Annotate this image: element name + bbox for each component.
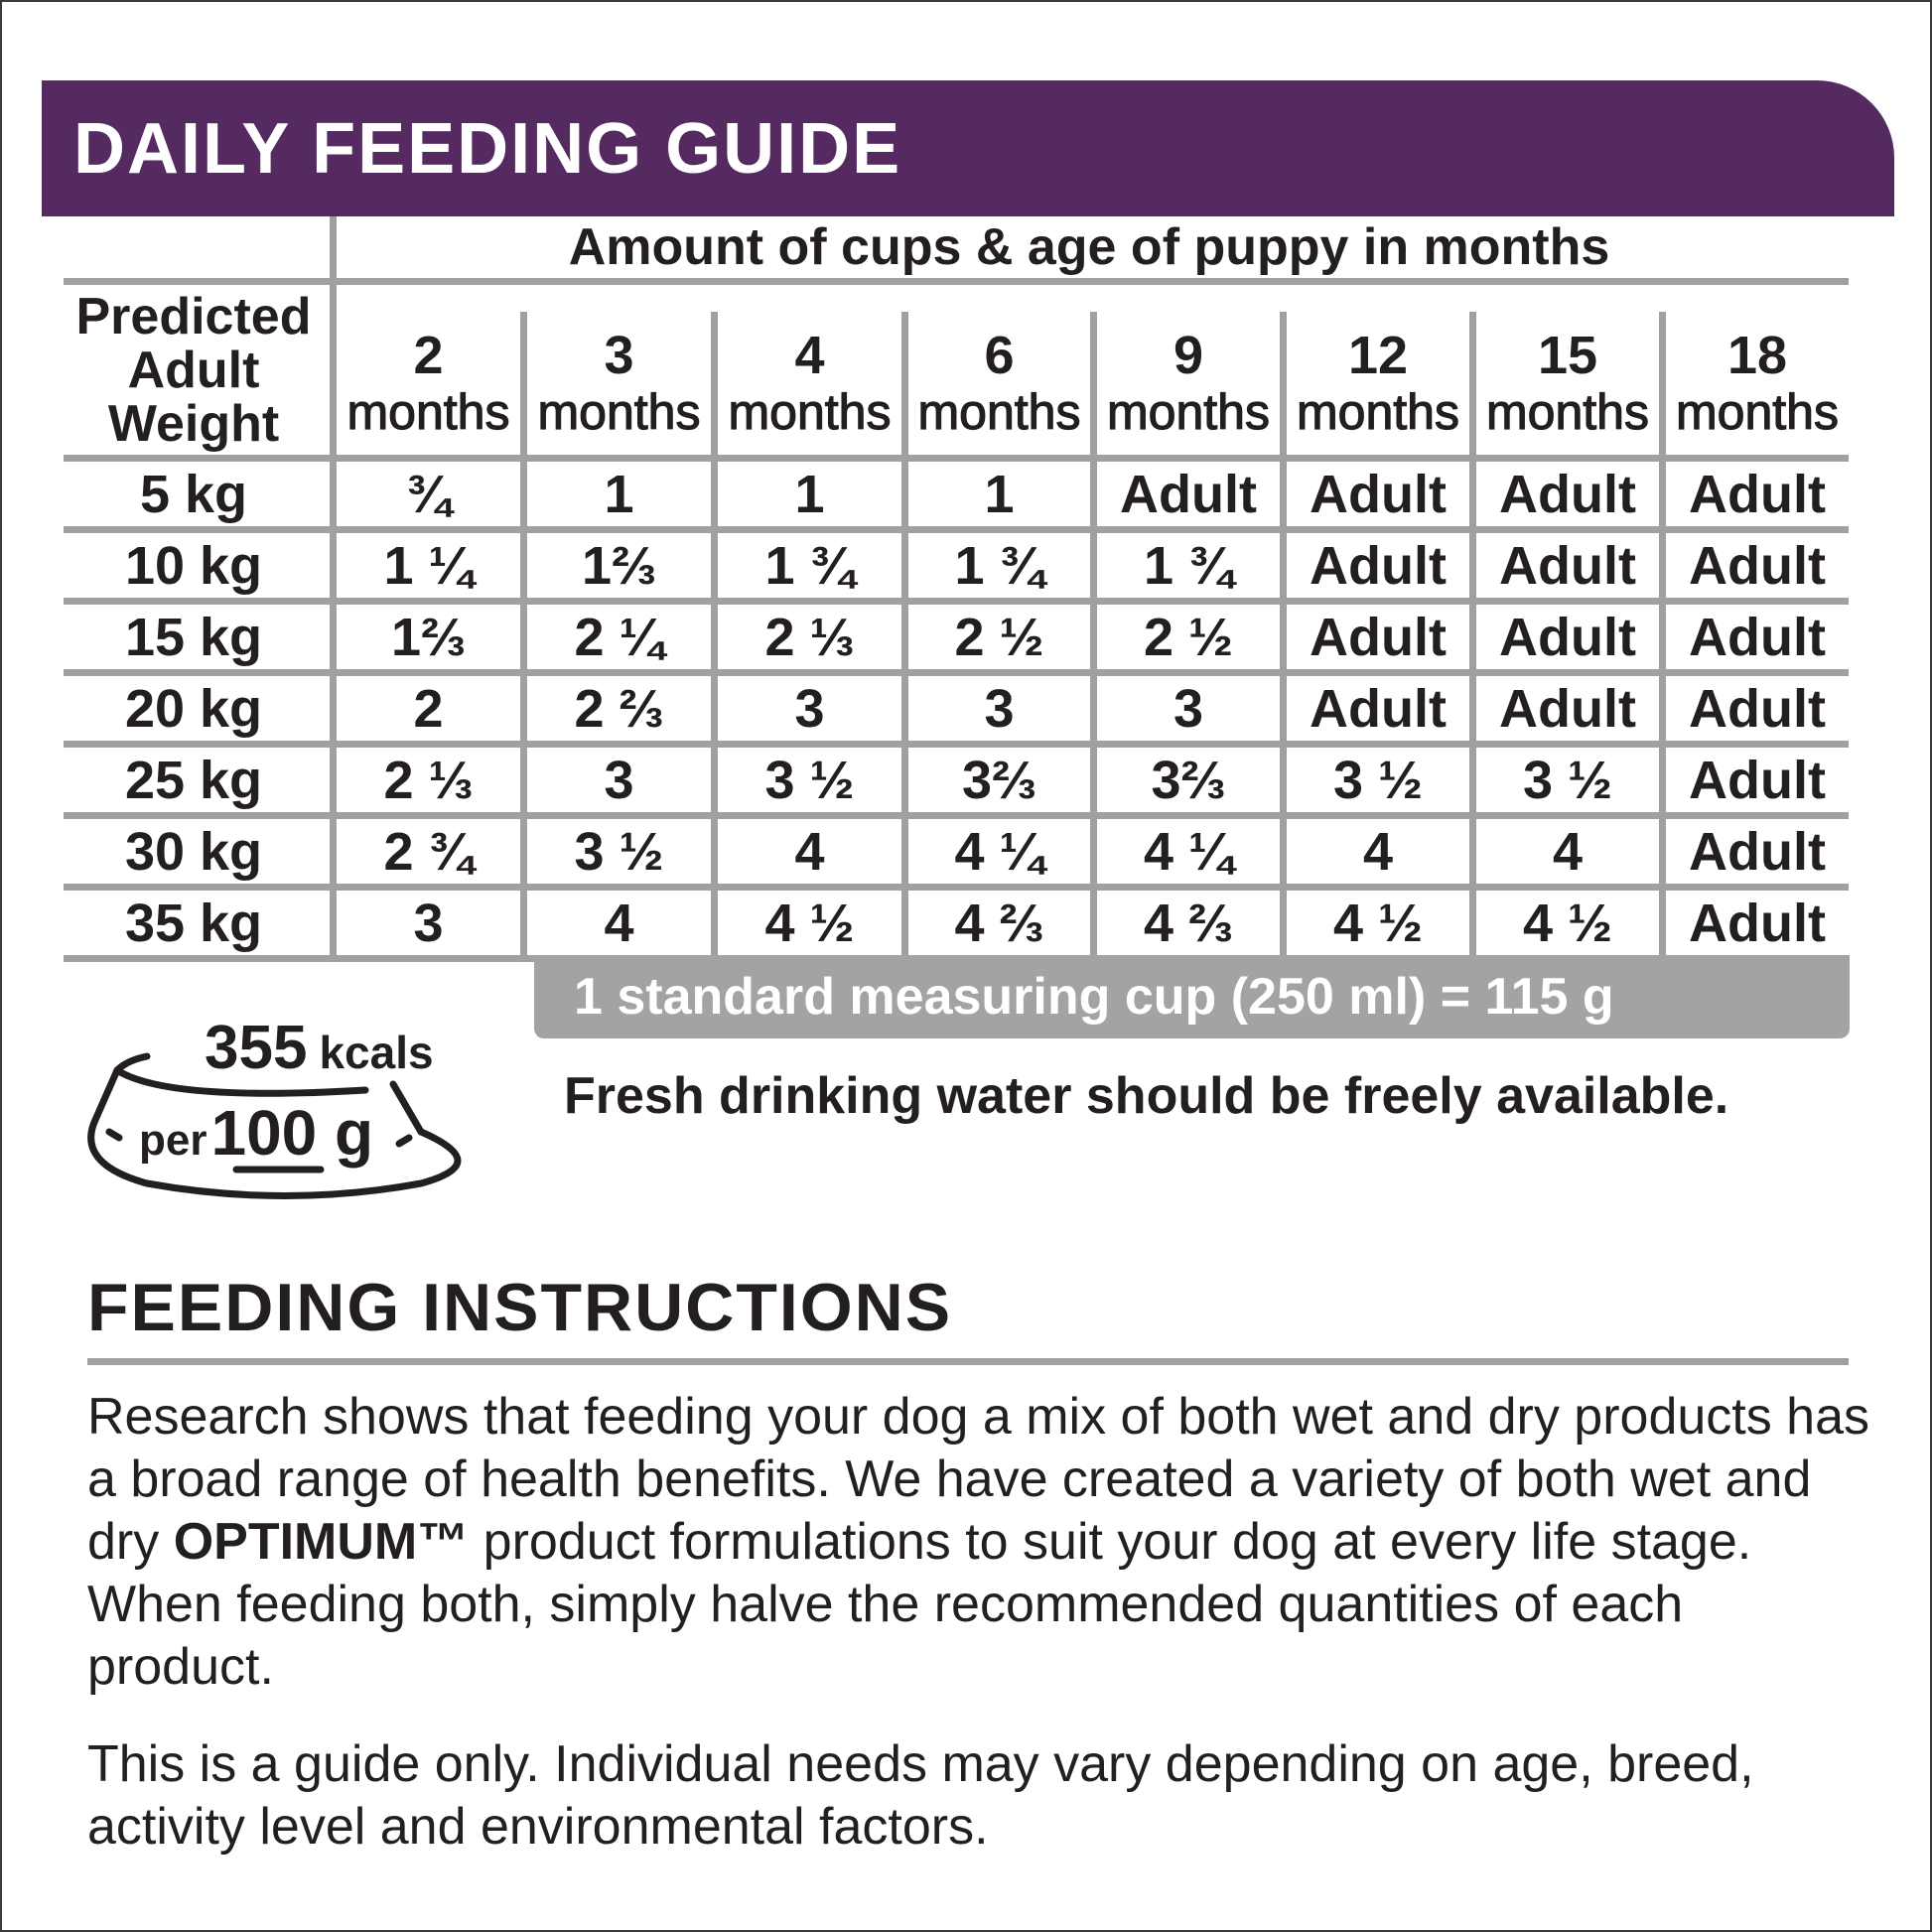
weight-cell: 15 kg [124,607,263,667]
grid-line [64,669,1849,676]
age-unit: months [1297,384,1459,440]
cups-cell: 4 [1362,821,1394,882]
table-row [64,748,1849,812]
age-number: 4 [794,326,825,385]
instructions-paragraph-2: This is a guide only. Individual needs may vary depending on age, breed, activity level and environmental factors. [87,1735,1754,1856]
cups-cell: 3⅔ [1151,750,1226,810]
paragraph-text: Research shows that feeding your dog a mix of both wet and dry products has a broad range of health benefits. We have created a variety of both wet and dry [87,1388,1870,1571]
grid-line [64,526,1849,533]
weight-header-line: Weight [107,395,280,453]
grid-line [64,598,1849,605]
age-number: 9 [1173,326,1204,385]
weight-cell: 20 kg [124,678,263,739]
weight-cell: 35 kg [124,893,263,953]
weight-cell: 30 kg [124,821,263,882]
cups-cell: 4 ⅔ [954,893,1044,953]
age-unit: months [728,384,892,440]
cups-cell: 1 [604,464,634,524]
weight-cell: 10 kg [124,535,263,596]
cups-cell: 1 ¾ [954,535,1044,596]
weight-cell: 5 kg [139,464,248,524]
cups-cell: 3 ½ [574,821,664,882]
cups-cell: 1⅔ [581,535,657,596]
cups-cell: 2 ¾ [383,821,474,882]
cups-cell: Adult [1689,535,1826,596]
instructions-paragraph-1 [87,1386,1874,1699]
cups-cell: 3 [604,750,634,810]
table-subheader: Amount of cups & age of puppy in months [568,218,1610,276]
table-row [64,676,1849,741]
cups-cell: Adult [1689,464,1826,524]
cups-cell: 1 [794,464,825,524]
cups-cell: 3 ½ [764,750,855,810]
age-column-header [1476,312,1659,455]
cups-cell: 4 ¼ [954,821,1044,882]
cups-cell: Adult [1310,607,1447,667]
table-row [64,533,1849,598]
cup-measure-note [534,955,1850,1038]
age-number: 12 [1347,326,1409,385]
cups-cell: 2 ½ [954,607,1044,667]
age-number: 2 [413,326,444,385]
grid-line [64,884,1849,891]
kcals-unit: kcals [319,1027,434,1078]
cups-cell: Adult [1499,535,1636,596]
brand-name: OPTIMUM™ [173,1513,470,1571]
cups-cell: 3⅔ [961,750,1037,810]
cups-cell: 3 ½ [1522,750,1613,810]
cups-cell: 3 [794,678,825,739]
age-unit: months [537,384,701,440]
cups-cell: 3 [984,678,1015,739]
age-unit: months [917,384,1081,440]
cups-cell: Adult [1689,821,1826,882]
weight-header-line: Predicted [75,288,312,345]
age-unit: months [346,384,510,440]
cups-cell: 4 ½ [1332,893,1424,953]
cups-cell: Adult [1689,750,1826,810]
weight-column-header [64,286,324,455]
cup-measure-text: 1 standard measuring cup (250 ml) = 115 g [574,968,1614,1026]
age-number: 3 [604,326,634,385]
per-amount: 100 g [210,1097,374,1169]
age-column-header [1666,312,1849,455]
weight-header-line: Adult [127,342,260,399]
cups-cell: Adult [1689,607,1826,667]
grid-line [64,812,1849,819]
table-row [64,891,1849,955]
age-unit: months [1107,384,1270,440]
instructions-title: FEEDING INSTRUCTIONS [87,1270,953,1345]
cups-cell: 2 ⅔ [574,678,664,739]
cups-cell: Adult [1120,464,1257,524]
cups-cell: 3 [413,893,444,953]
age-number: 15 [1537,326,1598,385]
cups-cell: 4 ½ [1522,893,1613,953]
grid-line [64,741,1849,748]
age-column-header [1097,312,1280,455]
cups-cell: 2 ½ [1143,607,1234,667]
energy-badge [87,1005,484,1203]
cups-cell: Adult [1689,893,1826,953]
weight-cell: 25 kg [124,750,263,810]
age-number: 18 [1726,326,1788,385]
header-banner [42,80,1894,216]
cups-cell: 1 ¾ [1143,535,1234,596]
paragraph-text: product formulations to suit your dog at every life stage. When feeding both, simply halve the recommended quantities of each product. [87,1513,1752,1696]
cups-cell: 3 [1173,678,1204,739]
age-unit: months [1676,384,1839,440]
cups-cell: ¾ [405,464,452,524]
water-note: Fresh drinking water should be freely available. [564,1067,1729,1125]
instructions-divider [87,1358,1849,1365]
kcals-value: 355 [205,1014,308,1082]
cups-cell: 2 ¼ [574,607,664,667]
cups-cell: 4 [794,821,825,882]
cups-cell: Adult [1310,535,1447,596]
cups-cell: 2 ⅓ [383,750,474,810]
cups-cell: 2 ⅓ [764,607,855,667]
grid-line [64,455,1849,462]
cups-cell: Adult [1499,464,1636,524]
cups-cell: Adult [1310,678,1447,739]
cups-cell: Adult [1310,464,1447,524]
page-title: DAILY FEEDING GUIDE [73,108,902,189]
cups-cell: 1 [984,464,1015,524]
cups-cell: Adult [1499,607,1636,667]
cups-cell: 4 ½ [764,893,855,953]
cups-cell: Adult [1689,678,1826,739]
age-column-header [1287,312,1469,455]
cups-cell: 3 ½ [1332,750,1424,810]
cups-cell: 2 [413,678,444,739]
cups-cell: 4 ⅔ [1143,893,1234,953]
age-unit: months [1486,384,1649,440]
table-row [64,819,1849,884]
cups-cell: 1 ¾ [764,535,855,596]
table-row [64,462,1849,526]
cups-cell: 1⅔ [390,607,467,667]
per-label: per [139,1116,207,1165]
cups-cell: 4 [1552,821,1584,882]
cups-cell: 1 ¼ [383,535,474,596]
age-number: 6 [984,326,1015,385]
age-column-header [337,312,520,455]
age-column-header [718,312,901,455]
age-column-header [908,312,1090,455]
cups-cell: 4 [604,893,634,953]
cups-cell: 4 ¼ [1143,821,1234,882]
cups-cell: Adult [1499,678,1636,739]
table-row [64,605,1849,669]
age-column-header [527,312,711,455]
